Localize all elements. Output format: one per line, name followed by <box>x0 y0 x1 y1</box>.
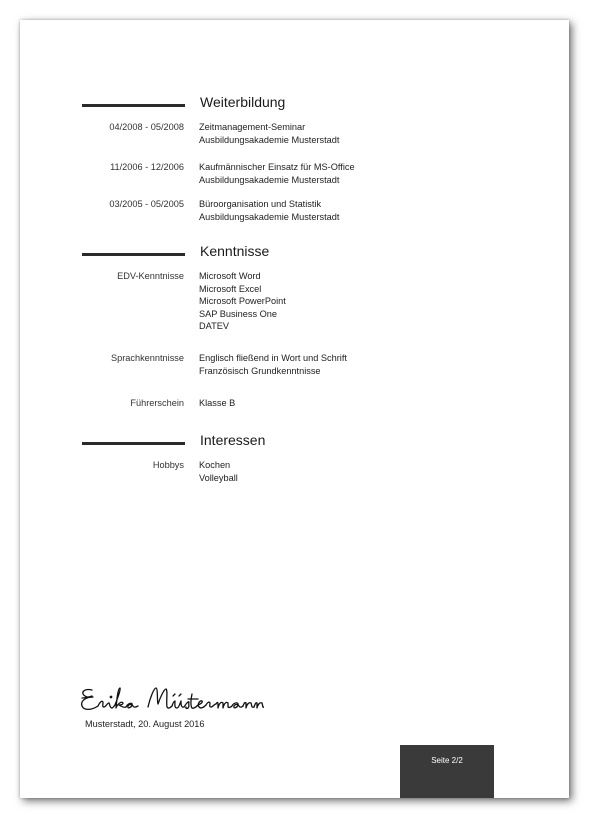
entry-line: Microsoft Word <box>199 271 261 281</box>
entry-line: Kaufmännischer Einsatz für MS-Office <box>199 162 355 172</box>
entry-label: Führerschein <box>130 398 184 408</box>
section-rule <box>82 442 185 445</box>
entry-line: Microsoft Excel <box>199 283 262 294</box>
section-header-interessen <box>82 432 382 452</box>
entry-details <box>199 270 286 333</box>
entry-line: Ausbildungsakademie Musterstadt <box>199 211 340 222</box>
section-rule <box>82 253 185 256</box>
entry-line: Volleyball <box>199 472 238 483</box>
document-page <box>20 20 569 798</box>
place-date: Musterstadt, 20. August 2016 <box>85 719 205 729</box>
section-rule <box>82 104 185 107</box>
entry-line: Kochen <box>199 460 231 470</box>
page-indicator-box <box>400 745 494 798</box>
entry-line: Klasse B <box>199 398 236 408</box>
entry-details <box>199 198 339 223</box>
entry-details <box>199 121 339 146</box>
entry-line: Ausbildungsakademie Musterstadt <box>199 174 340 185</box>
entry-line: Ausbildungsakademie Musterstadt <box>199 134 340 145</box>
section-header-weiterbildung <box>82 94 382 114</box>
entry-label: Hobbys <box>152 460 184 470</box>
section-header-kenntnisse <box>82 243 382 263</box>
section-title: Kenntnisse <box>200 243 270 259</box>
section-title: Interessen <box>200 432 266 448</box>
entry-date: 04/2008 - 05/2008 <box>109 122 184 132</box>
entry-date: 03/2005 - 05/2005 <box>109 199 184 209</box>
entry-line: DATEV <box>199 321 229 332</box>
entry-line: Englisch fließend in Wort und Schrift <box>199 353 347 363</box>
entry-line: SAP Business One <box>199 308 277 319</box>
entry-details <box>199 397 235 410</box>
entry-details <box>199 459 238 484</box>
signature <box>78 682 264 721</box>
entry-label: Sprachkenntnisse <box>110 353 184 363</box>
entry-line: Zeitmanagement-Seminar <box>199 122 306 132</box>
entry-details <box>199 352 347 377</box>
entry-line: Büroorganisation und Statistik <box>199 199 322 209</box>
signature-drawing <box>78 682 264 716</box>
entry-line: Microsoft PowerPoint <box>199 296 286 307</box>
entry-details <box>199 161 355 186</box>
section-title: Weiterbildung <box>200 94 286 110</box>
entry-date: 11/2006 - 12/2006 <box>110 162 184 172</box>
page-indicator: Seite 2/2 <box>431 756 463 765</box>
entry-label: EDV-Kenntnisse <box>117 271 184 281</box>
entry-line: Französisch Grundkenntnisse <box>199 365 321 376</box>
